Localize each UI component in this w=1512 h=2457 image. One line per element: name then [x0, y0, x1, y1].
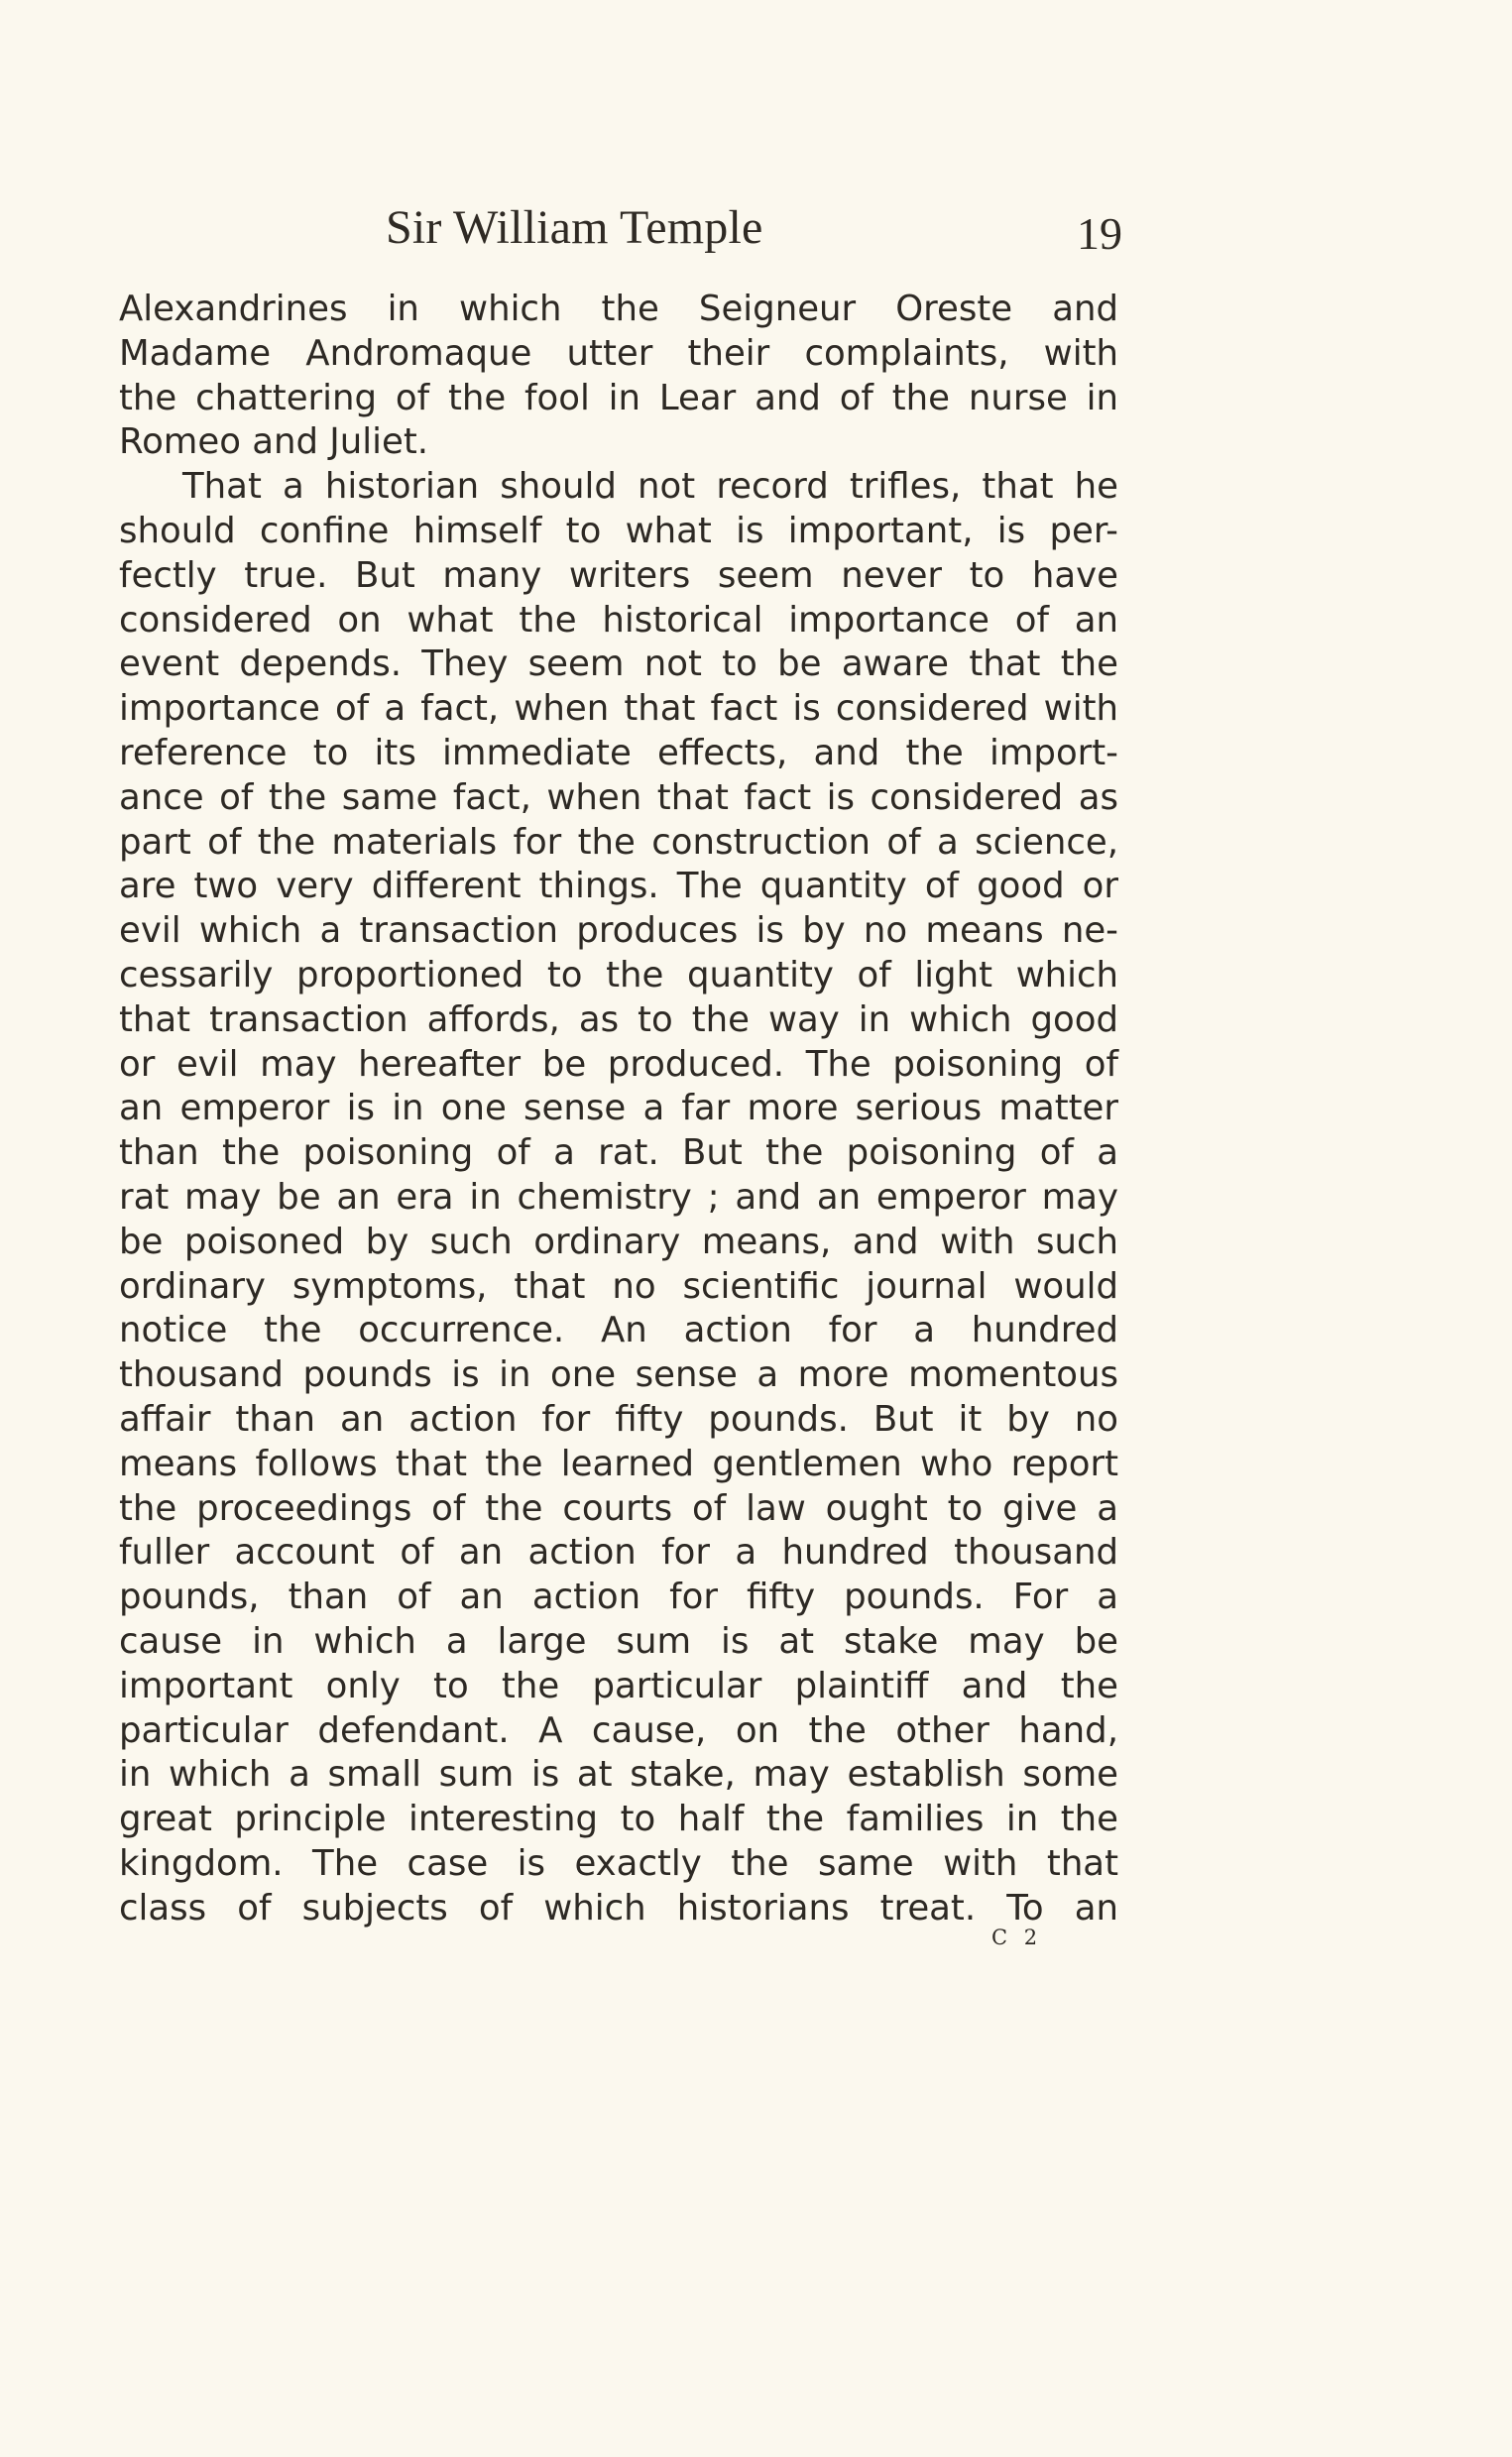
text-line: are two very different things. The quantity of good or	[119, 866, 1118, 907]
running-title: Sir William Temple	[386, 201, 763, 254]
text-line: notice the occurrence. An action for a hundred	[119, 1310, 1118, 1351]
text-line: evil which a transaction produces is by no means ne-	[119, 910, 1118, 952]
page-number: 19	[1077, 208, 1122, 259]
text-line: event depends. They seem not to be aware that the	[119, 644, 1118, 685]
text-line: part of the materials for the construction of a science,	[119, 821, 1118, 863]
text-line: an emperor is in one sense a far more serious matter	[119, 1088, 1118, 1129]
text-line: fectly true. But many writers seem never to have	[119, 554, 1118, 596]
text-line: great principle interesting to half the families in the	[119, 1799, 1118, 1840]
text-line: in which a small sum is at stake, may establish some	[119, 1754, 1118, 1796]
text-line: class of subjects of which historians treat. To an	[119, 1887, 1118, 1929]
text-line: pounds, than of an action for fifty pounds. For a	[119, 1577, 1118, 1618]
text-line: considered on what the historical importance of an	[119, 599, 1118, 641]
text-line: reference to its immediate effects, and the import-	[119, 732, 1118, 773]
text-line: Madame Andromaque utter their complaints, with	[119, 332, 1118, 374]
signature-mark: C 2	[991, 1926, 1043, 1949]
body-text	[119, 288, 1118, 1930]
text-line: should confine himself to what is important, is per-	[119, 510, 1118, 551]
text-line: or evil may hereafter be produced. The poisoning of	[119, 1043, 1118, 1085]
paragraph	[119, 465, 1118, 1930]
text-line: ance of the same fact, when that fact is considered as	[119, 776, 1118, 818]
text-line: Romeo and Juliet.	[119, 421, 429, 463]
text-line: means follows that the learned gentlemen who report	[119, 1443, 1118, 1484]
text-line: particular defendant. A cause, on the other hand,	[119, 1709, 1118, 1751]
page-header	[0, 193, 1512, 263]
text-line: the chattering of the fool in Lear and of the nurse in	[119, 377, 1118, 418]
text-line: kingdom. The case is exactly the same with that	[119, 1842, 1118, 1884]
text-line: the proceedings of the courts of law ought to give a	[119, 1487, 1118, 1529]
text-line: rat may be an era in chemistry ; and an emperor may	[119, 1176, 1118, 1218]
text-line: thousand pounds is in one sense a more momentous	[119, 1354, 1118, 1396]
paragraph	[119, 288, 1118, 465]
text-line: That a historian should not record trifles, that he	[182, 466, 1118, 508]
text-line: Alexandrines in which the Seigneur Oreste and	[119, 289, 1118, 329]
text-line: important only to the particular plaintiff and the	[119, 1665, 1118, 1706]
text-line: affair than an action for fifty pounds. But it by no	[119, 1398, 1118, 1440]
text-line: cessarily proportioned to the quantity of light which	[119, 954, 1118, 995]
text-line: fuller account of an action for a hundred thousand	[119, 1532, 1118, 1574]
text-line: importance of a fact, when that fact is considered with	[119, 688, 1118, 730]
text-line: than the poisoning of a rat. But the poisoning of a	[119, 1132, 1118, 1174]
text-line: that transaction affords, as to the way in which good	[119, 998, 1118, 1040]
text-line: cause in which a large sum is at stake may be	[119, 1620, 1118, 1662]
text-line: ordinary symptoms, that no scientific journal would	[119, 1265, 1118, 1307]
text-line: be poisoned by such ordinary means, and with such	[119, 1221, 1118, 1262]
